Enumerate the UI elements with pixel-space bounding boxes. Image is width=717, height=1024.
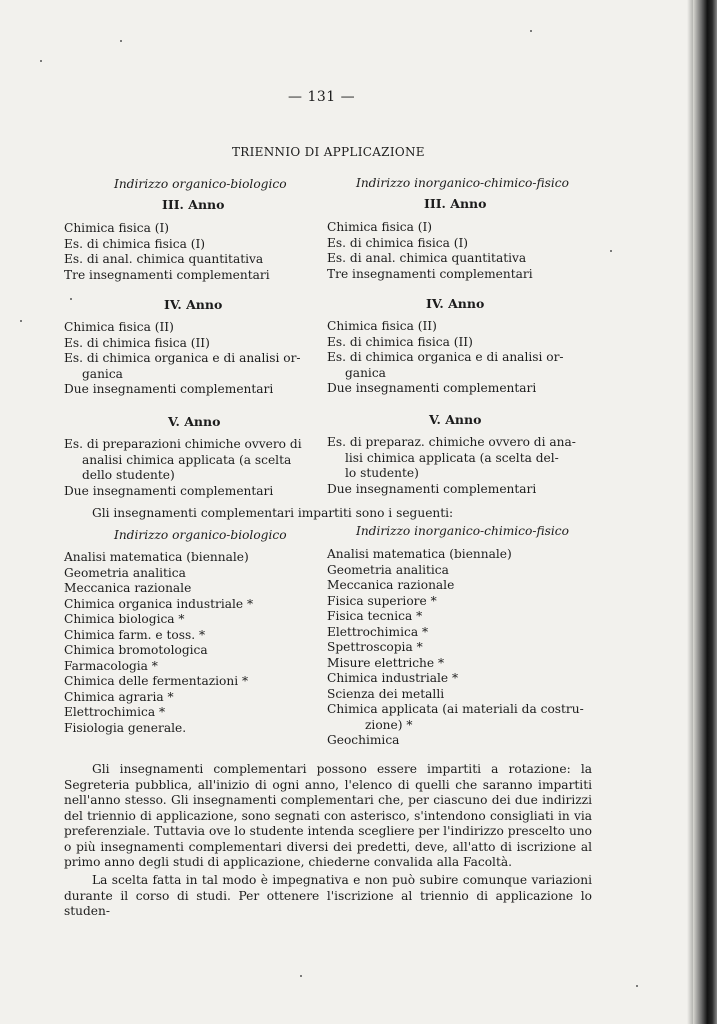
list-item: Due insegnamenti complementari: [327, 481, 537, 496]
scan-speck: [120, 40, 122, 42]
list-item: lo studente): [345, 466, 419, 480]
paragraph-text: Gli insegnamenti complementari possono essere impartiti a rotazione: la Segreteria pubblica, all'inizio di ogni anno, l'elenco di quelli che saranno impartiti nell'anno stesso. Gli insegnamenti complementari che, per ciascuno dei due indirizzi del triennio di applicazione, sono segnati con asterisco, s'intendono consigliati in via preferenziale. Tuttavia ove lo studente intenda scegliere per l'indirizzo prescelto uno o più insegnamenti complementari diversi dei predetti, deve, all'atto di iscrizione al primo anno degli studi di applicazione, chiederne convalida alla Facoltà.: [64, 762, 592, 869]
list-item: Chimica agraria *: [64, 689, 174, 704]
list-item: Es. di anal. chimica quantitativa: [327, 251, 527, 265]
paragraph-text: La scelta fatta in tal modo è impegnativa e non può subire comunque variazioni durante il corso di studi. Per ottenere l'iscrizione al triennio di applicazione lo studen-: [64, 873, 592, 918]
scan-speck: [610, 250, 612, 252]
book-spine: [693, 0, 717, 1024]
list-item: Tre insegnamenti complementari: [64, 267, 270, 282]
left-heading: Indirizzo organico-biologico: [114, 177, 287, 191]
scan-speck: [40, 60, 42, 62]
list-item: Geometria analitica: [64, 565, 186, 580]
scan-speck: [20, 320, 22, 322]
right-year-4-list: [327, 319, 564, 397]
list-item: Es. di chimica fisica (I): [64, 236, 206, 251]
complementari-left-list: [64, 550, 253, 736]
list-item: Elettrochimica *: [64, 705, 166, 719]
scan-speck: [636, 985, 638, 987]
list-item: Meccanica razionale: [327, 578, 455, 592]
left-year-3-title: III. Anno: [162, 197, 225, 212]
right-year-5-list: [327, 435, 576, 497]
list-item: Chimica fisica (II): [327, 319, 437, 333]
list-item: Es. di preparazioni chimiche ovvero di: [64, 437, 302, 451]
left-year-4-list: [64, 320, 301, 398]
list-item: Spettroscopia *: [327, 640, 423, 654]
list-item: Chimica delle fermentazioni *: [64, 674, 249, 688]
left-year-3-list: [64, 221, 270, 283]
list-item: ganica: [345, 365, 386, 380]
list-item: Chimica industriale *: [327, 671, 459, 685]
list-item: Es. di chimica organica e di analisi or-: [327, 350, 564, 364]
list-item: Es. di chimica organica e di analisi or-: [64, 351, 301, 365]
scan-speck: [70, 298, 72, 300]
right-year-3-title: III. Anno: [424, 196, 487, 211]
list-item: Due insegnamenti complementari: [64, 382, 274, 396]
complementari-intro: Gli insegnamenti complementari impartiti sono i seguenti:: [92, 506, 454, 520]
list-item: Tre insegnamenti complementari: [327, 266, 533, 281]
list-item: Es. di chimica fisica (I): [327, 235, 469, 250]
right-year-4-title: IV. Anno: [426, 296, 485, 311]
list-item: Chimica farm. e toss. *: [64, 627, 206, 642]
complementari-right-list: [327, 547, 584, 749]
list-item: Chimica fisica (I): [64, 221, 170, 235]
list-item: Analisi matematica (biennale): [327, 547, 512, 561]
list-item: Misure elettriche *: [327, 655, 445, 670]
list-item: ganica: [82, 366, 123, 381]
scan-speck: [530, 30, 532, 32]
list-item: Geometria analitica: [327, 562, 449, 577]
list-item: Geochimica: [327, 733, 400, 747]
right-heading: Indirizzo inorganico-chimico-fisico: [356, 176, 569, 190]
body-paragraph-2: [64, 873, 592, 920]
complementari-left-heading: Indirizzo organico-biologico: [114, 528, 287, 542]
left-year-4-title: IV. Anno: [164, 297, 223, 312]
complementari-right-heading: Indirizzo inorganico-chimico-fisico: [356, 524, 569, 538]
list-item: Chimica bromotologica: [64, 643, 208, 657]
list-item: Due insegnamenti complementari: [327, 381, 537, 395]
list-item: Fisiologia generale.: [64, 720, 187, 735]
list-item: Chimica fisica (I): [327, 220, 433, 234]
list-item: Chimica biologica *: [64, 612, 185, 626]
list-item: Fisica superiore *: [327, 593, 437, 608]
list-item: Es. di anal. chimica quantitativa: [64, 252, 264, 266]
list-item: Meccanica razionale: [64, 581, 192, 595]
list-item: Chimica applicata (ai materiali da costru-: [327, 702, 584, 716]
left-year-5-title: V. Anno: [168, 414, 221, 429]
list-item: Es. di chimica fisica (II): [327, 334, 473, 349]
right-year-5-title: V. Anno: [429, 412, 482, 427]
scan-speck: [300, 975, 302, 977]
body-paragraph-1: [64, 762, 592, 871]
list-item: Farmacologia *: [64, 658, 158, 673]
list-item: Es. di chimica fisica (II): [64, 335, 210, 350]
list-item: Chimica fisica (II): [64, 320, 174, 334]
right-year-3-list: [327, 220, 533, 282]
list-item: Es. di preparaz. chimiche ovvero di ana-: [327, 435, 576, 449]
list-item: Fisica tecnica *: [327, 609, 423, 623]
list-item: Scienza dei metalli: [327, 686, 445, 701]
page-number: — 131 —: [288, 89, 356, 105]
left-year-5-list: [64, 437, 302, 499]
list-item: lisi chimica applicata (a scelta del-: [345, 450, 559, 465]
list-item: zione) *: [365, 717, 413, 732]
list-item: Elettrochimica *: [327, 624, 429, 639]
list-item: Analisi matematica (biennale): [64, 550, 249, 564]
list-item: Chimica organica industriale *: [64, 596, 254, 611]
list-item: analisi chimica applicata (a scelta: [82, 452, 292, 467]
section-title: TRIENNIO DI APPLICAZIONE: [232, 145, 425, 159]
list-item: Due insegnamenti complementari: [64, 483, 274, 498]
list-item: dello studente): [82, 468, 175, 482]
